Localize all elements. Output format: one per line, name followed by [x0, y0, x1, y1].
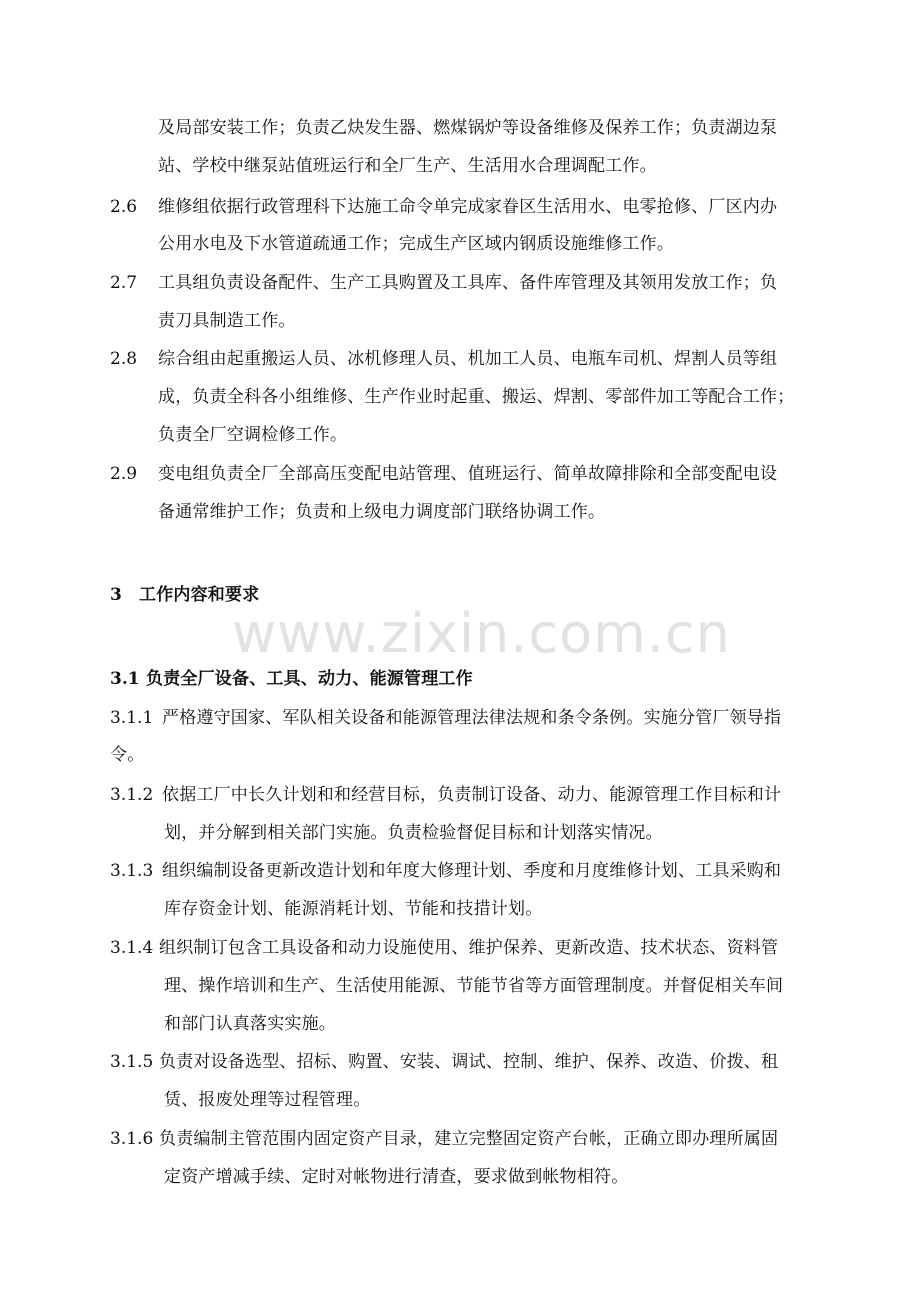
- para-3-1-5-line-1: 负责对设备选型、招标、购置、安装、调试、控制、维护、保养、改造、价拨、租: [159, 1052, 779, 1072]
- para-3-1-3-number: 3.1.3: [110, 861, 154, 881]
- section-3-1-title: 负责全厂设备、工具、动力、能源管理工作: [146, 669, 473, 689]
- para-2-7-number: 2.7: [110, 273, 138, 293]
- section-3-1-number: 3.1: [110, 669, 140, 689]
- section-3-number: 3: [110, 585, 122, 605]
- para-2-8-line-1: 综合组由起重搬运人员、冰机修理人员、机加工人员、电瓶车司机、焊割人员等组: [158, 349, 778, 369]
- para-3-1-4-line-2: 理、操作培训和生产、生活使用能源、节能节省等方面管理制度。并督促相关车间: [164, 976, 784, 996]
- para-2-8-line-2: 成，负责全科各小组维修、生产作业时起重、搬运、焊割、零部件加工等配合工作；: [158, 387, 795, 407]
- para-3-1-1-line-2: 令。: [110, 745, 145, 765]
- para-3-1-3-line-1: 组织编制设备更新改造计划和年度大修理计划、季度和月度维修计划、工具采购和: [162, 861, 782, 881]
- para-3-1-2-number: 3.1.2: [110, 785, 154, 805]
- para-3-1-3-line-2: 库存资金计划、能源消耗计划、节能和技措计划。: [164, 899, 543, 919]
- para-3-1-4-line-3: 和部门认真落实实施。: [164, 1014, 336, 1034]
- para-2-9-line-1: 变电组负责全厂全部高压变配电站管理、值班运行、简单故障排除和全部变配电设: [158, 464, 778, 484]
- para-2-7-line-2: 责刀具制造工作。: [158, 311, 296, 331]
- para-3-1-6-line-1: 负责编制主管范围内固定资产目录，建立完整固定资产台帐，正确立即办理所属固: [159, 1129, 779, 1149]
- para-3-1-2-line-2: 划，并分解到相关部门实施。负责检验督促目标和计划落实情况。: [164, 823, 663, 843]
- para-2-8-line-3: 负责全厂空调检修工作。: [158, 425, 348, 445]
- para-3-1-1-number: 3.1.1: [110, 708, 154, 728]
- watermark: www.zixin.com.cn: [232, 602, 731, 665]
- para-3-1-2-line-1: 依据工厂中长久计划和和经营目标，负责制订设备、动力、能源管理工作目标和计: [162, 785, 782, 805]
- para-3-1-6-number: 3.1.6: [110, 1129, 154, 1149]
- para-2-5-line-2: 站、学校中继泵站值班运行和全厂生产、生活用水合理调配工作。: [158, 156, 657, 176]
- section-3-title: 工作内容和要求: [139, 585, 260, 605]
- para-2-6-number: 2.6: [110, 197, 138, 217]
- para-2-7-line-1: 工具组负责设备配件、生产工具购置及工具库、备件库管理及其领用发放工作；负: [158, 273, 778, 293]
- para-3-1-6-line-2: 定资产增减手续、定时对帐物进行清查，要求做到帐物相符。: [164, 1167, 629, 1187]
- para-3-1-4-line-1: 组织制订包含工具设备和动力设施使用、维护保养、更新改造、技术状态、资料管: [159, 938, 779, 958]
- para-2-5-line-1: 及局部安装工作；负责乙炔发生器、燃煤锅炉等设备维修及保养工作；负责湖边泵: [158, 118, 778, 138]
- para-3-1-5-number: 3.1.5: [110, 1052, 154, 1072]
- para-2-9-line-2: 备通常维护工作；负责和上级电力调度部门联络协调工作。: [158, 502, 606, 522]
- para-2-9-number: 2.9: [110, 464, 138, 484]
- para-2-6-line-2: 公用水电及下水管道疏通工作；完成生产区域内钢质设施维修工作。: [158, 234, 674, 254]
- para-3-1-5-line-2: 赁、报废处理等过程管理。: [164, 1090, 371, 1110]
- para-3-1-4-number: 3.1.4: [110, 938, 154, 958]
- para-2-6-line-1: 维修组依据行政管理科下达施工命令单完成家眷区生活用水、电零抢修、厂区内办: [158, 197, 778, 217]
- para-2-8-number: 2.8: [110, 349, 138, 369]
- para-3-1-1-line-1: 严格遵守国家、军队相关设备和能源管理法律法规和条令条例。实施分管厂领导指: [162, 708, 782, 728]
